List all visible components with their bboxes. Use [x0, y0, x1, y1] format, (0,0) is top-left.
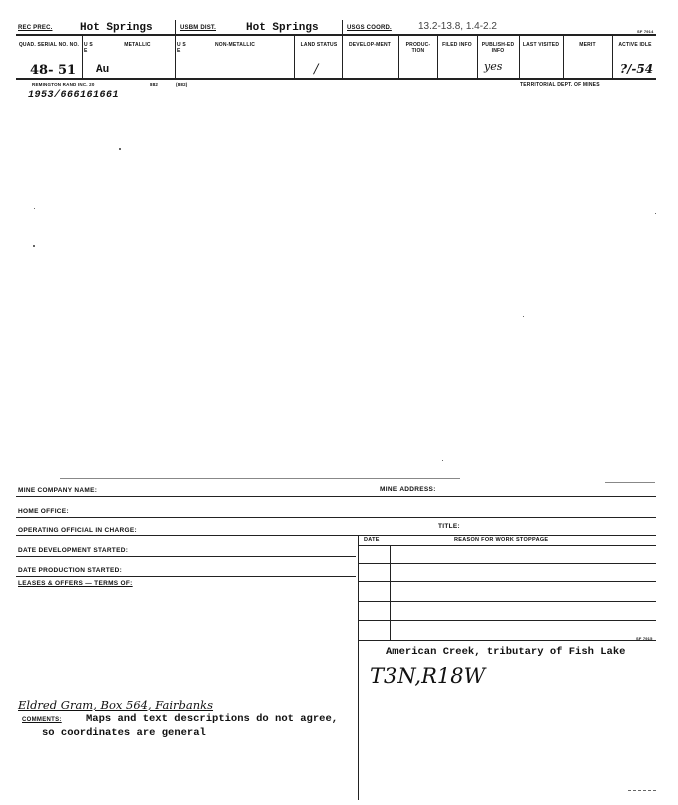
col-divider: [437, 35, 438, 78]
rule: [358, 563, 656, 564]
row-quad-serial: 48- 51: [30, 63, 77, 78]
col-nonmetallic-prefix: U S E: [177, 42, 186, 54]
col-active-idle: ACTIVE IDLE: [618, 42, 652, 48]
stamp-number: 1953/666161661: [28, 90, 120, 101]
col-divider: [175, 20, 176, 78]
owner-handwritten: Eldred Gram, Box 564, Fairbanks: [18, 698, 214, 712]
date-production-label: DATE PRODUCTION STARTED:: [18, 567, 123, 574]
printer-credit: REMINGTON RAND INC. 20: [32, 82, 95, 87]
table-left-border: [358, 536, 359, 800]
col-divider: [612, 35, 613, 78]
col-divider: [82, 35, 83, 78]
dept-name: TERRITORIAL DEPT. OF MINES: [520, 82, 600, 88]
rule: [358, 545, 656, 546]
location-text: American Creek, tributary of Fish Lake: [386, 646, 626, 658]
header-rule: [16, 34, 656, 36]
usgs-coord-value: 13.2-13.8, 1.4-2.2: [418, 21, 497, 32]
speck: [655, 213, 656, 214]
date-column-divider: [390, 545, 391, 640]
col-last-visited: LAST VISITED: [522, 42, 560, 48]
rule: [358, 581, 656, 582]
mine-address-label: MINE ADDRESS:: [380, 486, 436, 493]
faint-rule: [605, 482, 655, 483]
col-metallic-prefix: U S E: [84, 42, 93, 54]
col-production: PRODUC-TION: [405, 42, 431, 54]
faint-rule: [628, 790, 656, 791]
row-land-status: /: [314, 62, 319, 77]
comments-line-1: Maps and text descriptions do not agree,: [86, 713, 339, 725]
col-quad-serial: QUAD. SERIAL NO. NO.: [18, 42, 80, 48]
form-number-2: SF 7915: [636, 636, 653, 641]
rule: [358, 620, 656, 621]
date-development-label: DATE DEVELOPMENT STARTED:: [18, 547, 129, 554]
col-published-info: PUBLISH-ED INFO: [481, 42, 515, 54]
rule: [358, 601, 656, 602]
mine-company-name-label: MINE COMPANY NAME:: [18, 487, 98, 494]
col-divider: [294, 35, 295, 78]
speck: [33, 245, 35, 247]
col-development: DEVELOP-MENT: [348, 42, 392, 48]
rule: [16, 517, 656, 518]
rule: [16, 576, 356, 577]
rec-prec-value: Hot Springs: [80, 22, 153, 34]
usgs-coord-label: USGS COORD.: [347, 25, 392, 31]
col-divider: [398, 35, 399, 78]
usbm-dist-value: Hot Springs: [246, 22, 319, 34]
usbm-dist-label: USBM DIST.: [180, 25, 217, 31]
rule: [16, 556, 356, 557]
form-code-2: (882): [176, 82, 188, 87]
leases-label: LEASES & OFFERS — TERMS OF:: [18, 580, 133, 587]
row-active-idle: ?/-54: [620, 62, 654, 76]
reason-col-label: REASON FOR WORK STOPPAGE: [454, 537, 549, 543]
home-office-label: HOME OFFICE:: [18, 508, 69, 515]
rule: [16, 535, 656, 536]
col-divider: [519, 35, 520, 78]
col-divider: [563, 35, 564, 78]
speck: [523, 316, 524, 317]
col-nonmetallic: NON-METALLIC: [214, 42, 256, 48]
rule: [358, 640, 656, 641]
col-divider: [477, 35, 478, 78]
comments-line-2: so coordinates are general: [42, 727, 206, 739]
rule: [16, 496, 656, 497]
date-col-label: DATE: [364, 537, 380, 543]
faint-rule: [60, 478, 460, 479]
row-published-info: yes: [484, 60, 503, 73]
title-label: TITLE:: [438, 523, 461, 530]
form-number: SF 7914: [637, 29, 654, 34]
col-filed-info: FILED INFO: [442, 42, 472, 48]
speck: [442, 460, 443, 461]
form-code: 882: [150, 82, 159, 87]
rec-prec-label: REC PREC.: [18, 25, 53, 31]
row-bottom-rule: [16, 78, 656, 80]
speck: [119, 148, 121, 150]
col-land-status: LAND STATUS: [300, 42, 338, 48]
operating-official-label: OPERATING OFFICIAL IN CHARGE:: [18, 527, 137, 534]
township-range-handwritten: T3N,R18W: [370, 664, 486, 688]
comments-label: COMMENTS:: [22, 717, 62, 723]
row-metallic: Au: [96, 64, 110, 76]
col-divider: [342, 20, 343, 78]
speck: [34, 208, 35, 209]
col-metallic: METALLIC: [124, 42, 151, 48]
col-merit: MERIT: [579, 42, 596, 48]
